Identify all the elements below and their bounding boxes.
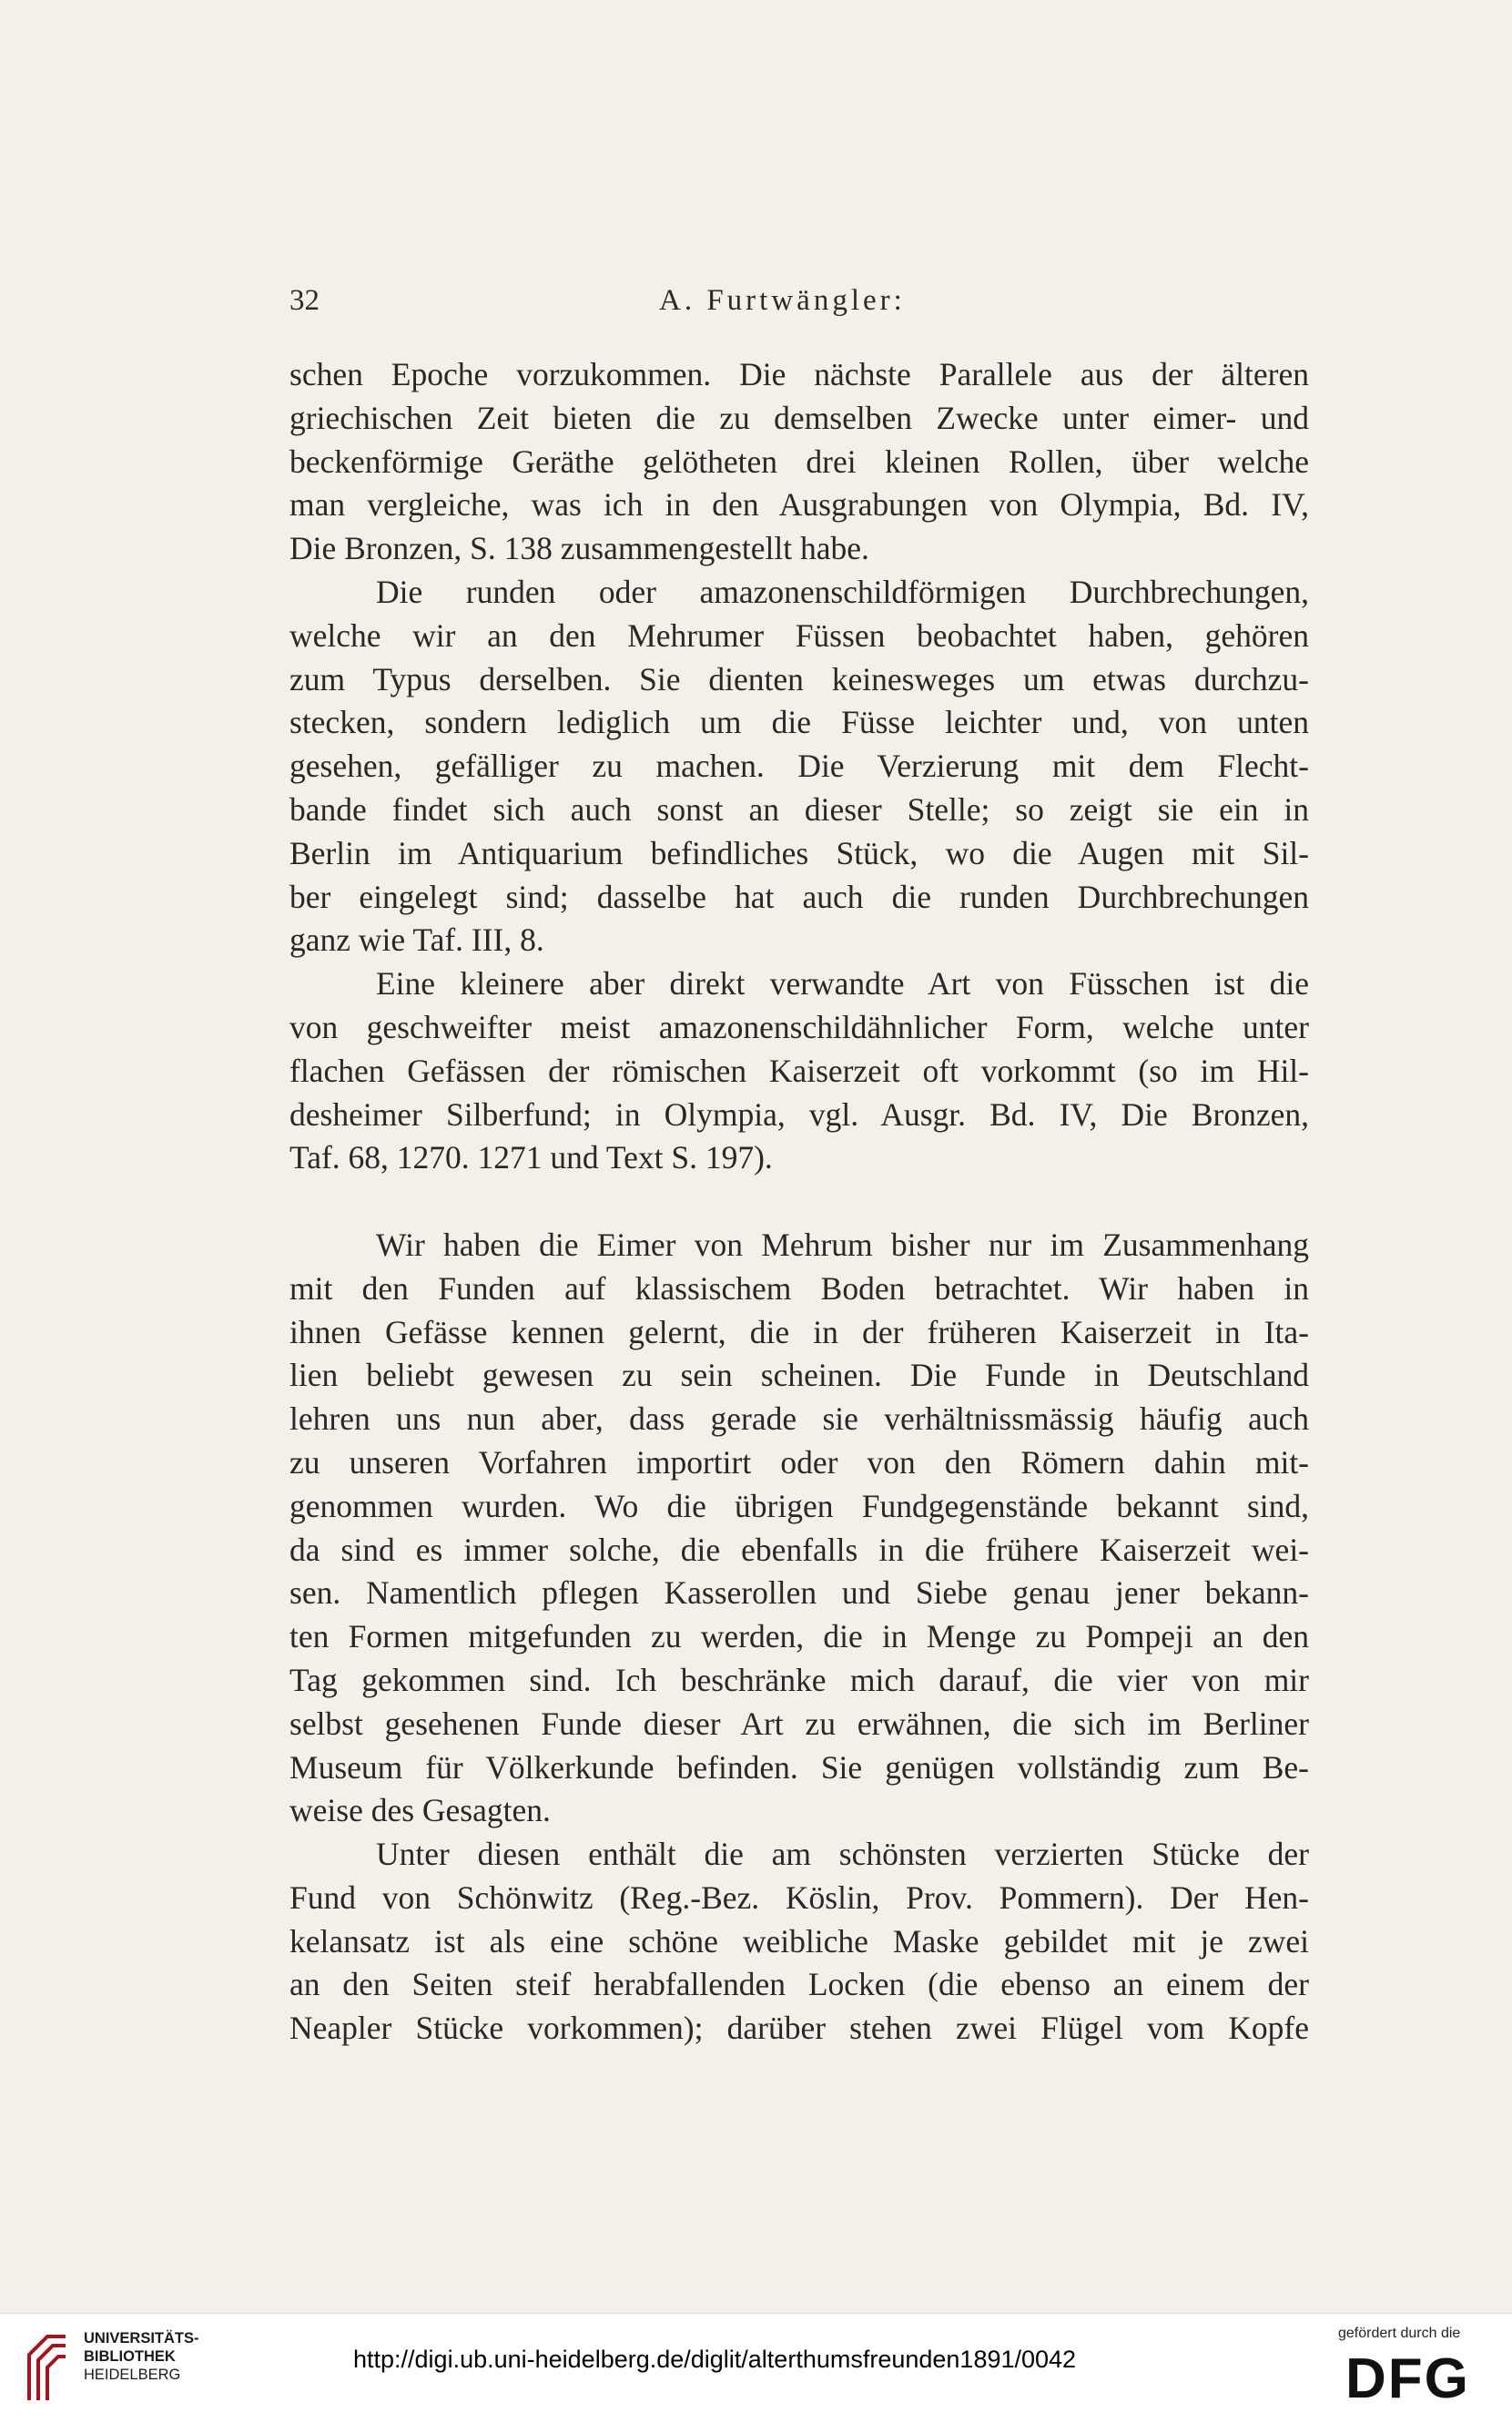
text-line: desheimer Silberfund; in Olympia, vgl. Ausgr. Bd. IV, Die Bronzen,	[289, 1095, 1309, 1133]
text-line: zum Typus derselben. Sie dienten keinesweges um etwas durchzu-	[289, 660, 1309, 697]
text-line: man vergleiche, was ich in den Ausgrabungen von Olympia, Bd. IV,	[289, 486, 1309, 524]
text-line: ber eingelegt sind; dasselbe hat auch die runden Durchbrechungen	[289, 878, 1309, 915]
text-line: griechischen Zeit bieten die zu demselben Zwecke unter eimer- und	[289, 399, 1309, 436]
text-line: gesehen, gefälliger zu machen. Die Verzierung mit dem Flecht-	[289, 748, 1309, 785]
text-line: von geschweifter meist amazonenschildähnlicher Form, welche unter	[289, 1008, 1309, 1045]
text-line: kelansatz ist als eine schöne weibliche Maske gebildet mit je zwei	[289, 1922, 1309, 1960]
text-line: beckenförmige Geräthe gelötheten drei kleinen Rollen, über welche	[289, 443, 1309, 480]
dfg-logo-icon[interactable]: DFG	[1345, 2347, 1470, 2410]
text-line: mit den Funden auf klassischem Boden betrachtet. Wir haben in	[289, 1269, 1309, 1307]
permalink-url[interactable]: http://digi.ub.uni-heidelberg.de/diglit/alterthumsfreunden1891/0042	[353, 2346, 1077, 2373]
funding-label: gefördert durch die	[1338, 2326, 1461, 2341]
text-line: lehren uns nun aber, dass gerade sie verhältnissmässig häufig auch	[289, 1400, 1309, 1438]
library-name	[84, 2329, 199, 2384]
paragraph	[289, 571, 1309, 962]
text-line: da sind es immer solche, die ebenfalls in die frühere Kaiserzeit wei-	[289, 1531, 1309, 1568]
text-line: ten Formen mitgefunden zu werden, die in Menge zu Pompeji an den	[289, 1618, 1309, 1655]
text-line: Die runden oder amazonenschildförmigen Durchbrechungen,	[376, 573, 1309, 610]
paragraph	[289, 1833, 1309, 2051]
text-line: an den Seiten steif herabfallenden Locken (die ebenso an einem der	[289, 1966, 1309, 2003]
paragraph-gap	[289, 1180, 1309, 1224]
text-line: ihnen Gefässe kennen gelernt, die in der früheren Kaiserzeit in Ita-	[289, 1313, 1309, 1350]
text-line: Museum für Völkerkunde befinden. Sie genügen vollständig zum Be-	[289, 1748, 1309, 1786]
text-line: weise des Gesagten.	[289, 1792, 551, 1829]
text-line: zu unseren Vorfahren importirt oder von den Römern dahin mit-	[289, 1443, 1309, 1481]
text-line: lien beliebt gewesen zu sein scheinen. Die Funde in Deutschland	[289, 1357, 1309, 1394]
text-line: Wir haben die Eimer von Mehrum bisher nur im Zusammenhang	[376, 1226, 1309, 1263]
paragraph	[289, 962, 1309, 1180]
page-number: 32	[289, 284, 320, 317]
text-line: stecken, sondern lediglich um die Füsse leichter und, von unten	[289, 704, 1309, 741]
library-logo-icon[interactable]	[16, 2327, 75, 2404]
text-line: Unter diesen enthält die am schönsten verzierten Stücke der	[376, 1836, 1309, 1873]
paragraph	[289, 1224, 1309, 1833]
text-line: Berlin im Antiquarium befindliches Stück, wo die Augen mit Sil-	[289, 834, 1309, 871]
text-line: schen Epoche vorzukommen. Die nächste Parallele aus der älteren	[289, 356, 1309, 392]
text-line: genommen wurden. Wo die übrigen Fundgegenstände bekannt sind,	[289, 1487, 1309, 1524]
library-line-1: UNIVERSITÄTS-	[84, 2330, 199, 2347]
library-line-3: HEIDELBERG	[84, 2367, 181, 2383]
text-line: Eine kleinere aber direkt verwandte Art von Füsschen ist die	[376, 965, 1309, 1003]
text-line: Die Bronzen, S. 138 zusammengestellt habe.	[289, 530, 869, 567]
paragraph	[289, 353, 1309, 571]
text-line: selbst gesehenen Funde dieser Art zu erwähnen, die sich im Berliner	[289, 1705, 1309, 1742]
text-line: ganz wie Taf. III, 8.	[289, 921, 544, 959]
text-line: Tag gekommen sind. Ich beschränke mich darauf, die vier von mir	[289, 1661, 1309, 1698]
text-line: welche wir an den Mehrumer Füssen beobachtet haben, gehören	[289, 616, 1309, 654]
text-line: Taf. 68, 1270. 1271 und Text S. 197).	[289, 1139, 773, 1176]
text-line: sen. Namentlich pflegen Kasserollen und Siebe genau jener bekann-	[289, 1574, 1309, 1612]
body-text	[289, 353, 1309, 2051]
running-title: A. Furtwängler:	[659, 284, 906, 317]
text-line: flachen Gefässen der römischen Kaiserzeit oft vorkommt (so im Hil-	[289, 1052, 1309, 1089]
text-line: Fund von Schönwitz (Reg.-Bez. Köslin, Prov. Pommern). Der Hen-	[289, 1878, 1309, 1916]
running-header	[289, 284, 1309, 324]
text-line: bande findet sich auch sonst an dieser Stelle; so zeigt sie ein in	[289, 790, 1309, 828]
text-line: Neapler Stücke vorkommen); darüber stehen zwei Flügel vom Kopfe	[289, 2010, 1309, 2047]
library-line-2: BIBLIOTHEK	[84, 2348, 176, 2365]
